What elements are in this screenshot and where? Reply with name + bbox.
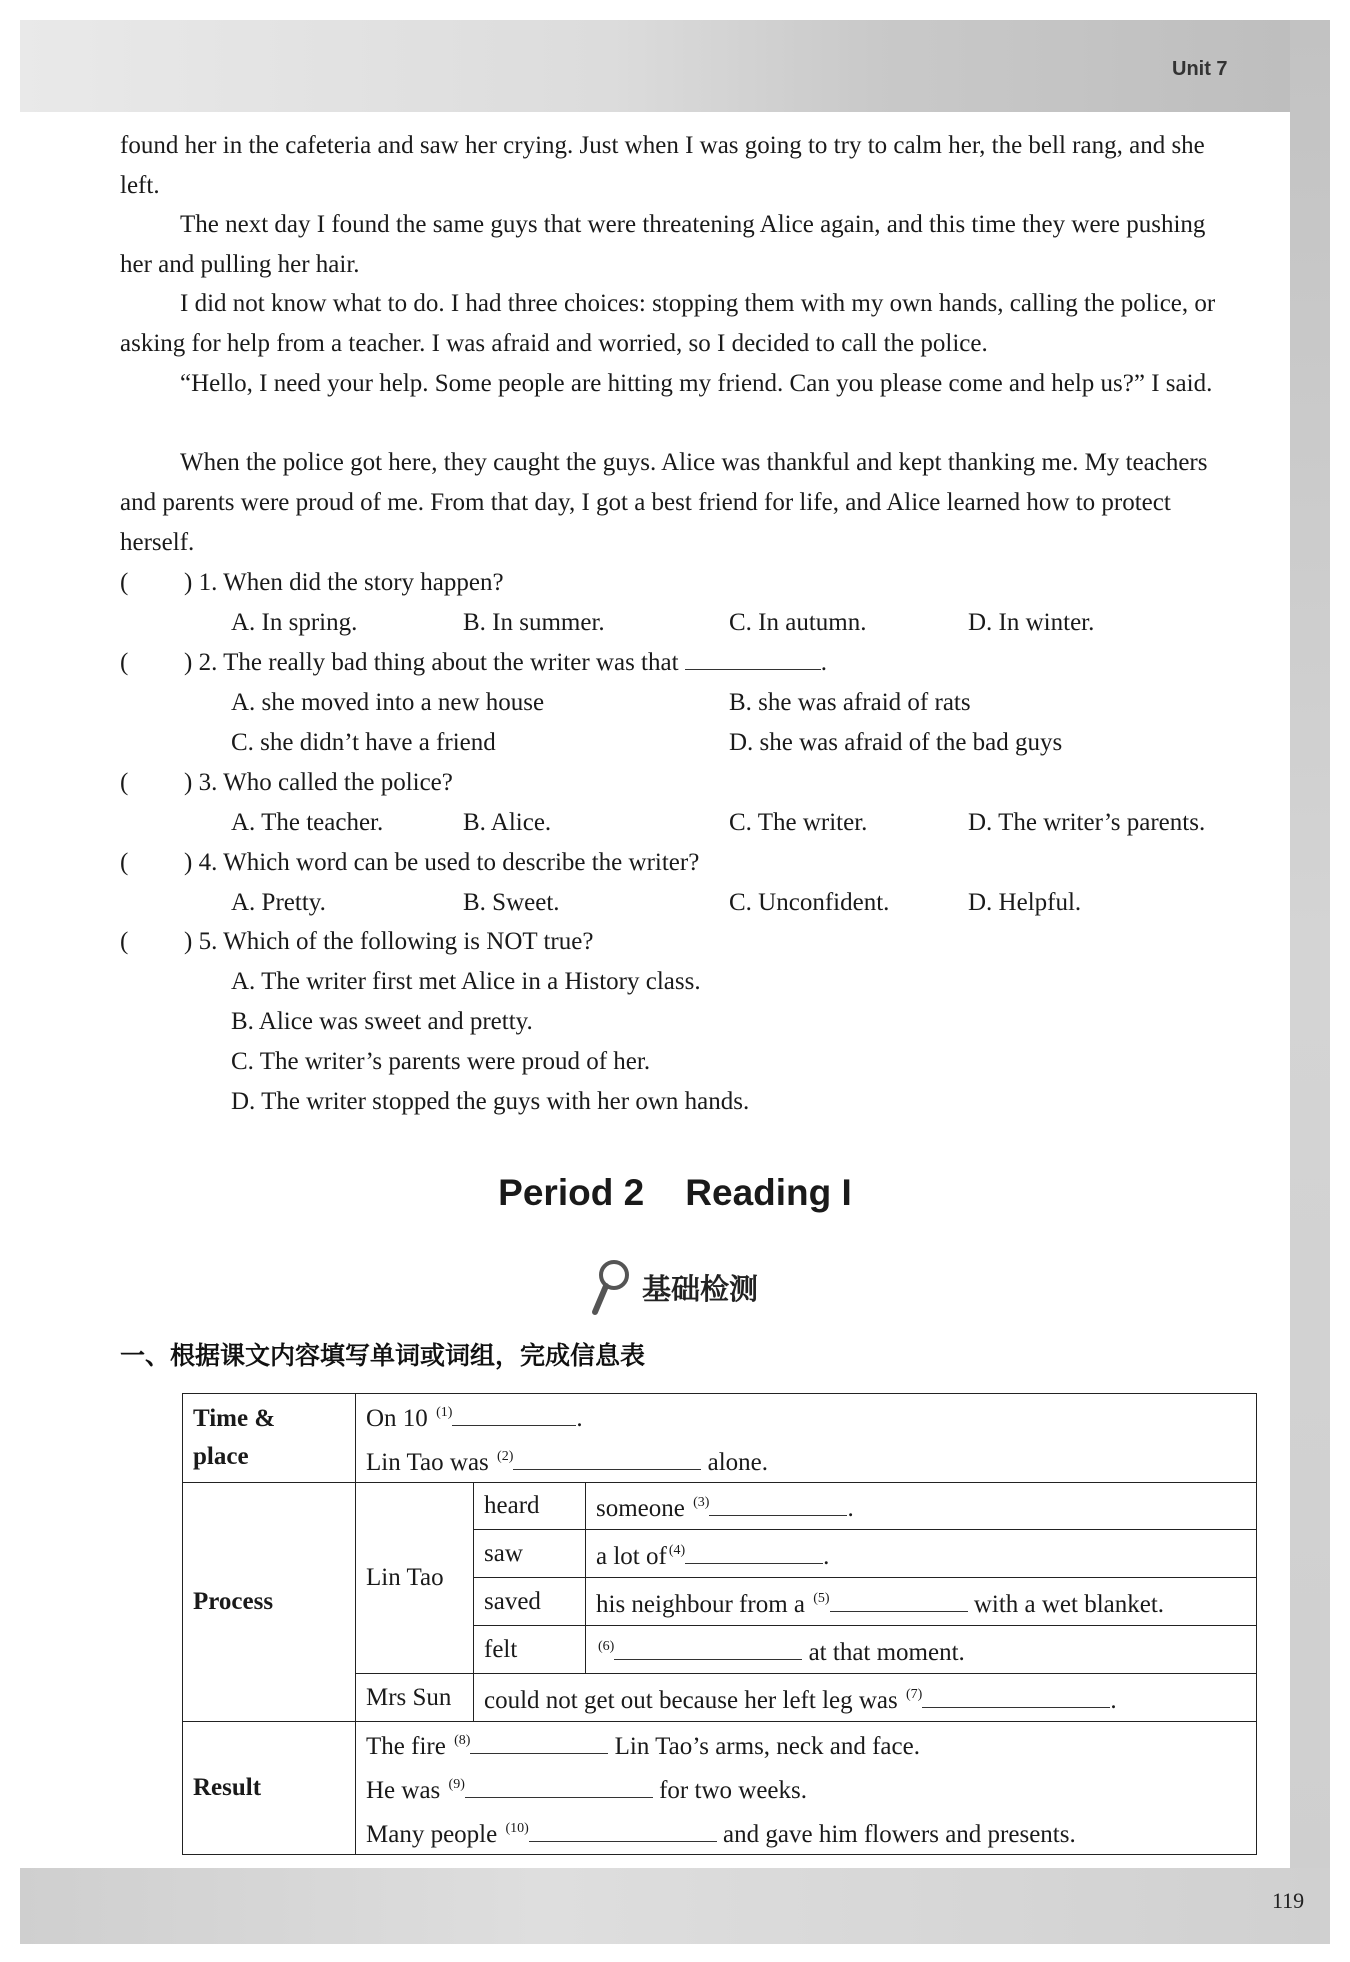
question-2-option-a: A. she moved into a new house <box>231 689 545 716</box>
answer-blank[interactable] <box>465 1773 653 1798</box>
question-3-stem: ) 3. Who called the police? <box>184 769 453 796</box>
section-header <box>590 1258 758 1316</box>
period-title: Period 2 Reading I <box>498 1172 852 1213</box>
answer-blank[interactable] <box>529 1817 717 1842</box>
question-4-option-b: B. Sweet. <box>463 889 560 916</box>
question-3-option-b: B. Alice. <box>463 809 552 836</box>
verb-cell: felt <box>474 1626 586 1674</box>
time-place-cell: On 10 $^{(1)}$ . Lin Tao was $^{(2)}$ alone. <box>356 1394 1257 1483</box>
passage-paragraph: I did not know what to do. I had three choices: stopping them with my own hands, calling the police, or asking for help from a teacher. I was afraid and worried, so I decided to call the police. <box>120 290 1216 357</box>
page-scan-shadow-bottom <box>20 1868 1330 1944</box>
answer-paren[interactable]: ( <box>120 649 129 676</box>
answer-blank[interactable] <box>830 1587 968 1612</box>
detail-cell: a lot of $^{(4)}$ . <box>586 1530 1257 1578</box>
question-5-stem: ) 5. Which of the following is NOT true? <box>184 928 594 955</box>
question-1-option-b: B. In summer. <box>463 609 605 636</box>
detail-cell: someone $^{(3)}$ . <box>586 1483 1257 1530</box>
page-scan-shadow-top <box>20 20 1330 112</box>
question-2-stem: ) 2. The really bad thing about the writer was that . <box>184 643 827 683</box>
table-row <box>183 1394 1257 1483</box>
question-3-option-d: D. The writer’s parents. <box>968 809 1206 836</box>
answer-paren[interactable]: ( <box>120 769 129 796</box>
question-5-option-b: B. Alice was sweet and pretty. <box>231 1008 533 1035</box>
question-1-option-d: D. In winter. <box>968 609 1095 636</box>
page-number: 119 <box>1272 1888 1305 1913</box>
question-1-stem: ) 1. When did the story happen? <box>184 569 504 596</box>
question-2-option-c: C. she didn’t have a friend <box>231 729 496 756</box>
answer-blank[interactable] <box>709 1491 847 1516</box>
row-header-result: Result <box>183 1722 356 1855</box>
question-4-option-d: D. Helpful. <box>968 889 1082 916</box>
question-5-option-a: A. The writer first met Alice in a History class. <box>231 968 701 995</box>
question-5-option-d: D. The writer stopped the guys with her own hands. <box>231 1088 750 1115</box>
passage-paragraph: When the police got here, they caught the guys. Alice was thankful and kept thanking me. My teachers and parents were proud of me. From that day, I got a best friend for life, and Alice learned how to protect herself. <box>120 449 1208 556</box>
table-row <box>183 1722 1257 1855</box>
question-4-stem: ) 4. Which word can be used to describe the writer? <box>184 849 700 876</box>
result-cell: The fire $^{(8)}$ Lin Tao’s arms, neck and face. He was $^{(9)}$ for two weeks. Many people $^{(10)}$ and gave him flowers and presents. <box>356 1722 1257 1855</box>
question-4-option-c: C. Unconfident. <box>729 889 890 916</box>
answer-blank[interactable] <box>922 1683 1110 1708</box>
page-scan-shadow-right <box>1290 20 1330 1872</box>
magnifier-icon <box>590 1258 632 1316</box>
question-4-option-a: A. Pretty. <box>231 889 326 916</box>
row-header-process: Process <box>183 1483 356 1722</box>
answer-paren[interactable]: ( <box>120 569 129 596</box>
question-2-option-b: B. she was afraid of rats <box>729 689 971 716</box>
passage-paragraph: “Hello, I need your help. Some people are hitting my friend. Can you please come and help us?” I said. <box>180 370 1213 397</box>
verb-cell: heard <box>474 1483 586 1530</box>
answer-blank[interactable] <box>614 1635 802 1660</box>
question-1-option-a: A. In spring. <box>231 609 358 636</box>
answer-paren[interactable]: ( <box>120 849 129 876</box>
answer-blank[interactable] <box>685 1539 823 1564</box>
question-1-option-c: C. In autumn. <box>729 609 867 636</box>
answer-blank[interactable] <box>452 1401 576 1426</box>
detail-cell: his neighbour from a $^{(5)}$ with a wet blanket. <box>586 1578 1257 1626</box>
answer-blank[interactable] <box>685 645 821 670</box>
answer-blank[interactable] <box>470 1729 608 1754</box>
exercise-instruction: 一、根据课文内容填写单词或词组，完成信息表 <box>120 1341 646 1370</box>
detail-cell: could not get out because her left leg was $^{(7)}$ . <box>474 1674 1257 1722</box>
verb-cell: saved <box>474 1578 586 1626</box>
passage-paragraph: found her in the cafeteria and saw her crying. Just when I was going to try to calm her, the bell rang, and she left. <box>120 132 1205 199</box>
row-header-time-place: Time & place <box>183 1394 356 1483</box>
question-3-option-a: A. The teacher. <box>231 809 384 836</box>
detail-cell: $^{(6)}$ at that moment. <box>586 1626 1257 1674</box>
question-5-option-c: C. The writer’s parents were proud of her. <box>231 1048 651 1075</box>
answer-paren[interactable]: ( <box>120 928 129 955</box>
unit-label: Unit 7 <box>1172 58 1228 80</box>
section-title: 基础检测 <box>642 1271 759 1306</box>
question-3-option-c: C. The writer. <box>729 809 868 836</box>
verb-cell: saw <box>474 1530 586 1578</box>
mrs-sun-cell: Mrs Sun <box>356 1674 474 1722</box>
question-2-option-d: D. she was afraid of the bad guys <box>729 729 1063 756</box>
lin-tao-cell: Lin Tao <box>356 1483 474 1674</box>
passage-paragraph: The next day I found the same guys that were threatening Alice again, and this time they were pushing her and pulling her hair. <box>120 211 1206 278</box>
information-table <box>182 1393 1257 1855</box>
answer-blank[interactable] <box>513 1445 701 1470</box>
table-row <box>183 1483 1257 1530</box>
